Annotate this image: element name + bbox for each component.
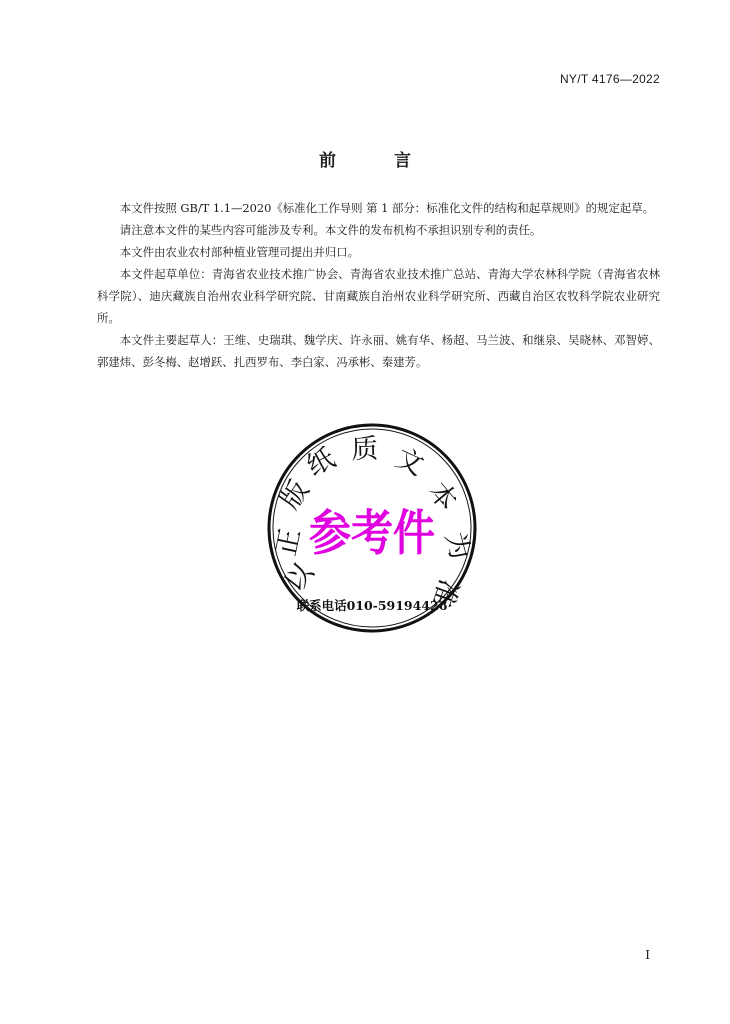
- paragraph-drafting-rules: 本文件按照 GB/T 1.1—2020《标准化工作导则 第 1 部分：标准化文件的结构和起草规则》的规定起草。: [119, 201, 655, 215]
- svg-text:准: 准: [425, 574, 465, 611]
- reference-copy-stamp: [267, 414, 477, 644]
- svg-text:质: 质: [350, 433, 379, 466]
- stamp-contact-text: 联系电话010-59194426: [296, 598, 448, 613]
- paragraph-patent-notice: 请注意本文件的某些内容可能涉及专利。本文件的发布机构不承担识别专利的责任。: [119, 223, 542, 237]
- page-title: 前 言: [319, 151, 437, 171]
- standard-code: NY/T 4176—2022: [559, 72, 660, 86]
- stamp-center-text: 参考件: [309, 504, 435, 562]
- svg-text:纸: 纸: [301, 442, 341, 483]
- page-number: I: [645, 948, 650, 962]
- svg-text:为: 为: [438, 528, 476, 563]
- paragraph-proposer: 本文件由农业农村部种植业管理司提出并归口。: [119, 245, 360, 259]
- svg-text:以: 以: [278, 557, 320, 598]
- svg-text:版: 版: [274, 475, 316, 516]
- paragraph-drafting-units: 本文件起草单位：青海省农业技术推广协会、青海省农业技术推广总站、青海大学农林科学院（青海省农林科学院）、迪庆藏族自治州农业科学研究院、甘南藏族自治州农业科学研究所、西藏自治区农牧科学院农业研究所。: [97, 267, 660, 325]
- svg-text:正: 正: [270, 525, 307, 559]
- paragraph-drafters: 本文件主要起草人：王维、史瑞琪、魏学庆、许永丽、姚有华、杨超、马兰波、和继泉、吴晓林、邓智婷、郭建炜、彭冬梅、赵增跃、扎西罗布、李白家、冯承彬、秦建芳。: [97, 333, 660, 369]
- preface-body: [97, 197, 660, 373]
- svg-text:文: 文: [390, 442, 429, 483]
- svg-text:本: 本: [421, 476, 464, 517]
